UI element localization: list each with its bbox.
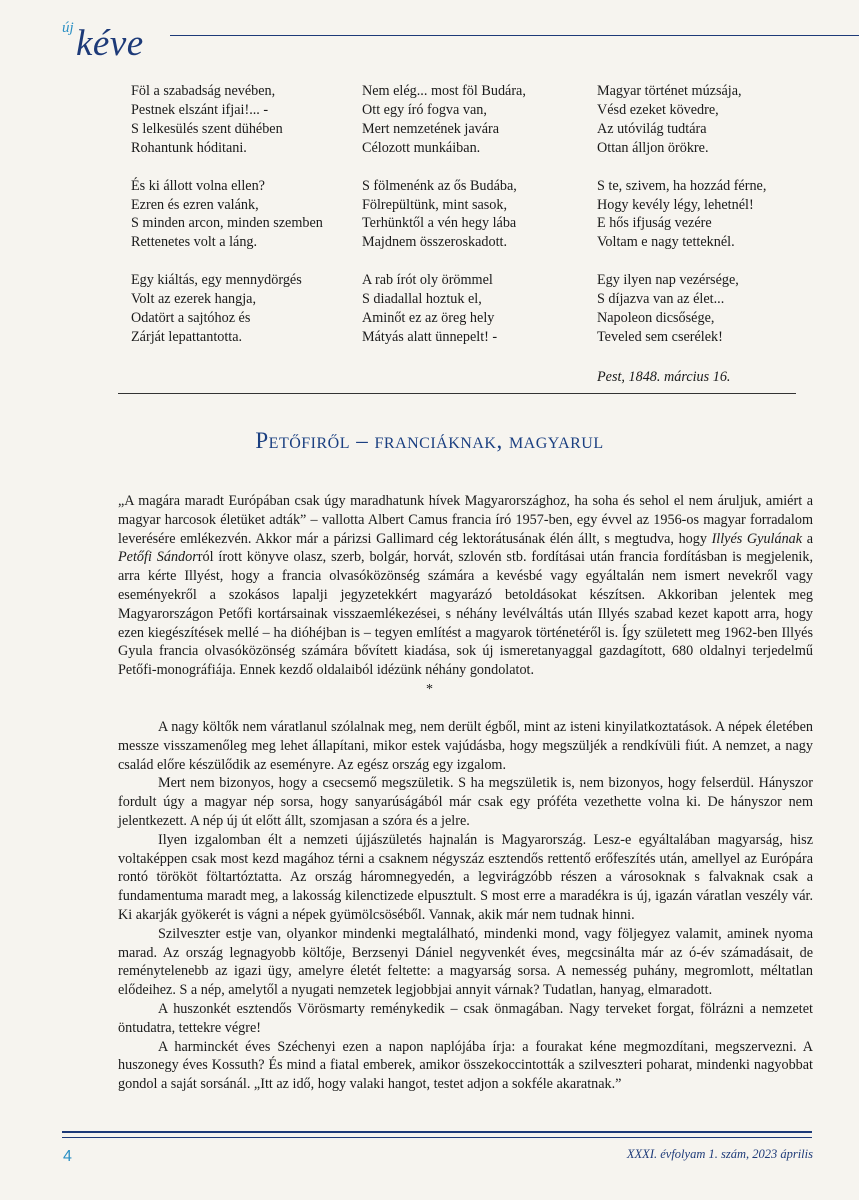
poem-line: Rettenetes volt a láng. <box>131 234 258 251</box>
poem-stanza <box>131 82 323 158</box>
poem-stanza <box>362 177 526 253</box>
poem-line: Fölrepültünk, mint sasok, <box>362 196 508 213</box>
page-number: 4 <box>63 1148 72 1165</box>
poem-stanza <box>131 177 323 253</box>
poem-stanza <box>362 82 526 158</box>
poem-line: Mátyás alatt ünnepelt! - <box>362 328 498 345</box>
poem-line: Célozott munkáiban. <box>362 139 481 156</box>
body-paragraph: A nagy költők nem váratlanul szólalnak meg, nem derült égből, mint az isteni kinyilatkoztatások. A népek életében messze visszamenőleg meg lehet állapítani, mikor estek vajúdásba, hogy megszüljék a rendkívüli fiút. A nemzet, a nagy család előre készülődik az eseményre. Az egész ország egy izgalom. <box>118 719 813 773</box>
article-body <box>118 718 813 1094</box>
poem-line: Ezren és ezren valánk, <box>131 196 259 213</box>
article-intro <box>118 492 813 680</box>
poem-line: Pestnek elszánt ifjai!... - <box>131 101 269 118</box>
poem-line: Mert nemzetének javára <box>362 120 500 137</box>
poem-stanza <box>597 82 766 158</box>
poem-line: S te, szivem, ha hozzád férne, <box>597 177 767 194</box>
poem-line: Vésd ezeket kövedre, <box>597 101 719 118</box>
poem-line: Magyar történet múzsája, <box>597 83 742 99</box>
poem-line: Föl a szabadság nevében, <box>131 83 276 99</box>
intro-text: „A magára maradt Európában csak úgy maradhatunk hívek Magyarországhoz, ha soha és sehol el nem áruljuk, amiért a magyar harcosok életüket adták” – vallotta Albert Camus francia író 1957-ben, egy évvel az 1956-os magyar forradalom leverésére emlékezvén. Akkor már a párizsi Gallimard cég lektorátusának élén állt, s megtudva, hogy <box>118 493 813 547</box>
poem-column-2 <box>362 82 526 366</box>
intro-paragraph <box>118 492 813 680</box>
poem-stanza <box>597 271 766 347</box>
poem-stanza <box>131 271 323 347</box>
poem-line: Napoleon dicsősége, <box>597 310 715 327</box>
intro-text: a <box>802 530 813 547</box>
poem-line: És ki állott volna ellen? <box>131 177 265 194</box>
masthead <box>62 14 822 64</box>
article-title: Petőfiről – franciáknak, magyarul <box>255 428 604 453</box>
intro-text: ról írott könyve olasz, szerb, bolgár, horvát, szlovén stb. fordításai után francia fordításban is megjelenik, arra kérte Illyést, hogy a francia olvasóközönség számára a kevésbé vagy egyáltalán nem ismert nevekről vagy eseményekről a szokásos lapalji jegyzetekkért magyarázó betoldásokat készítsen. Akkoriban jelentek meg Magyarországon Petőfi kortársainak visszaemlékezései, s néhány levélváltás után Illyés szabad kezet kapott arra, hogy ezen kiegészítések mellé – ha dióhéjban is – tegyen említést a magyarok történetéről is. Így született meg 1962-ben Illyés Gyula francia olvasóközönség számára bővített kiadása, sok új ismeretanyaggal gazdagított, 680 oldalnyi terjedelmű Petőfi-monográfiája. Ennek kezdő oldalaiból idézünk néhány gondolatot. <box>118 549 813 679</box>
body-paragraph: Mert nem bizonyos, hogy a csecsemő megszületik. S ha megszületik is, nem bizonyos, hogy felserdül. Hányszor fordult úgy a magyar nép sorsa, hogy sanyarúságából már csak egy próféta vezethette volna ki. De hányszor nem jelentkezett. A nép új út előtt állt, szomjasan a szóra és a jelre. <box>118 775 813 829</box>
poem-line: Zárját lepattantotta. <box>131 328 243 345</box>
body-paragraph: Ilyen izgalomban élt a nemzeti újjászületés hajnalán is Magyarország. Lesz-e egyáltalában magyarság, hisz voltaképpen csak most kezd magához térni a csaknem négyszáz esztendős rettentő erőfeszítés után, amellyel az Európára rontó törököt föltartóztatta. Az ország háromnegyedén, a legvirágzóbb részen a városoknak s falvaknak csak a fundamentuma maradt meg, a lakosság kilenctizede elpusztult. S most erre a maradékra is új, igazán váratlan veszély vár. Ki akarják gyökerét is vágni a népek gyümölcsöséből. Vannak, akik már nem tudnak hinni. <box>118 831 813 923</box>
footer-rule <box>62 1131 812 1133</box>
poem-line: Aminőt ez az öreg hely <box>362 310 495 327</box>
poem-line: Ott egy író fogva van, <box>362 101 487 118</box>
poem-stanza <box>362 271 526 347</box>
intro-name-illyes: Illyés Gyulának <box>711 530 803 547</box>
poem-line: Az utóvilág tudtára <box>597 120 707 137</box>
poem-line: S fölmenénk az ős Budába, <box>362 177 517 194</box>
intro-name-petofi: Petőfi Sándor <box>118 549 198 566</box>
poem-line: Ottan álljon örökre. <box>597 139 709 156</box>
poem-line: Terhünktől a vén hegy lába <box>362 215 517 232</box>
poem-stanza <box>597 177 766 253</box>
poem-line: Voltam e nagy tetteknél. <box>597 234 735 251</box>
poem-line: Teveled sem cserélek! <box>597 328 723 345</box>
poem-line: Egy ilyen nap vezérsége, <box>597 272 739 289</box>
poem-line: A rab írót oly örömmel <box>362 272 493 289</box>
poem-line: S minden arcon, minden szemben <box>131 215 323 232</box>
poem-line: Odatört a sajtóhoz és <box>131 310 251 327</box>
footer-rule <box>62 1137 812 1138</box>
poem-line: E hős ifjuság vezére <box>597 215 712 232</box>
masthead-rule <box>170 35 859 36</box>
poem-line: Egy kiáltás, egy mennydörgés <box>131 272 302 289</box>
section-separator: * <box>426 682 433 697</box>
poem-date: Pest, 1848. március 16. <box>597 369 731 385</box>
issue-info: XXXI. évfolyam 1. szám, 2023 április <box>626 1147 813 1161</box>
poem-line: S díjazva van az élet... <box>597 291 725 308</box>
poem-line: Majdnem összeroskadott. <box>362 234 507 251</box>
body-paragraph: A harminckét éves Széchenyi ezen a napon naplójába írja: a fourakat kéne megmozdítani, megszervezni. A huszonegy éves Kossuth? És mind a fiatal emberek, amikor összekoccintották a szilveszteri poharat, mindenki nagyobbat gondol a saját sorsánál. „Itt az idő, hogy valaki hangot, testet adjon a sokféle akaratnak.” <box>118 1038 813 1093</box>
poem-line: Volt az ezerek hangja, <box>131 291 256 308</box>
masthead-prefix: új <box>62 20 74 36</box>
poem-line: Nem elég... most föl Budára, <box>362 83 526 99</box>
poem-line: Rohantunk hóditani. <box>131 139 247 156</box>
body-paragraph: A huszonkét esztendős Vörösmarty reménykedik – csak önmagában. Nagy terveket forgat, fölrázni a nemzetet öntudatra, tettekre végre! <box>118 1000 813 1036</box>
poem-line: Hogy kevély légy, lehetnél! <box>597 196 754 213</box>
poem-line: S diadallal hoztuk el, <box>362 291 482 308</box>
poem-column-3 <box>597 82 766 366</box>
section-divider <box>118 393 796 394</box>
poem-line: S lelkesülés szent dühében <box>131 120 283 137</box>
body-paragraph: Szilveszter estje van, olyankor mindenki megtalálható, mindenki mond, vagy följegyez valamit, aminek nyoma marad. Az ország legnagyobb költője, Berzsenyi Dániel negyvenkét éves, megcsinálta már az ó-év számadásait, de reménytelenebb az igazi ügy, amelyre életét feltette: a magyarság sorsa. A nemesség puhány, megromlott, méltatlan elődeihez. S a nép, amelytől a nyugati nemzetek legjobbjai annyit várnak? Tudatlan, hanyag, elmaradott. <box>118 925 813 999</box>
poem-column-1 <box>131 82 323 366</box>
masthead-title: kéve <box>76 23 144 64</box>
